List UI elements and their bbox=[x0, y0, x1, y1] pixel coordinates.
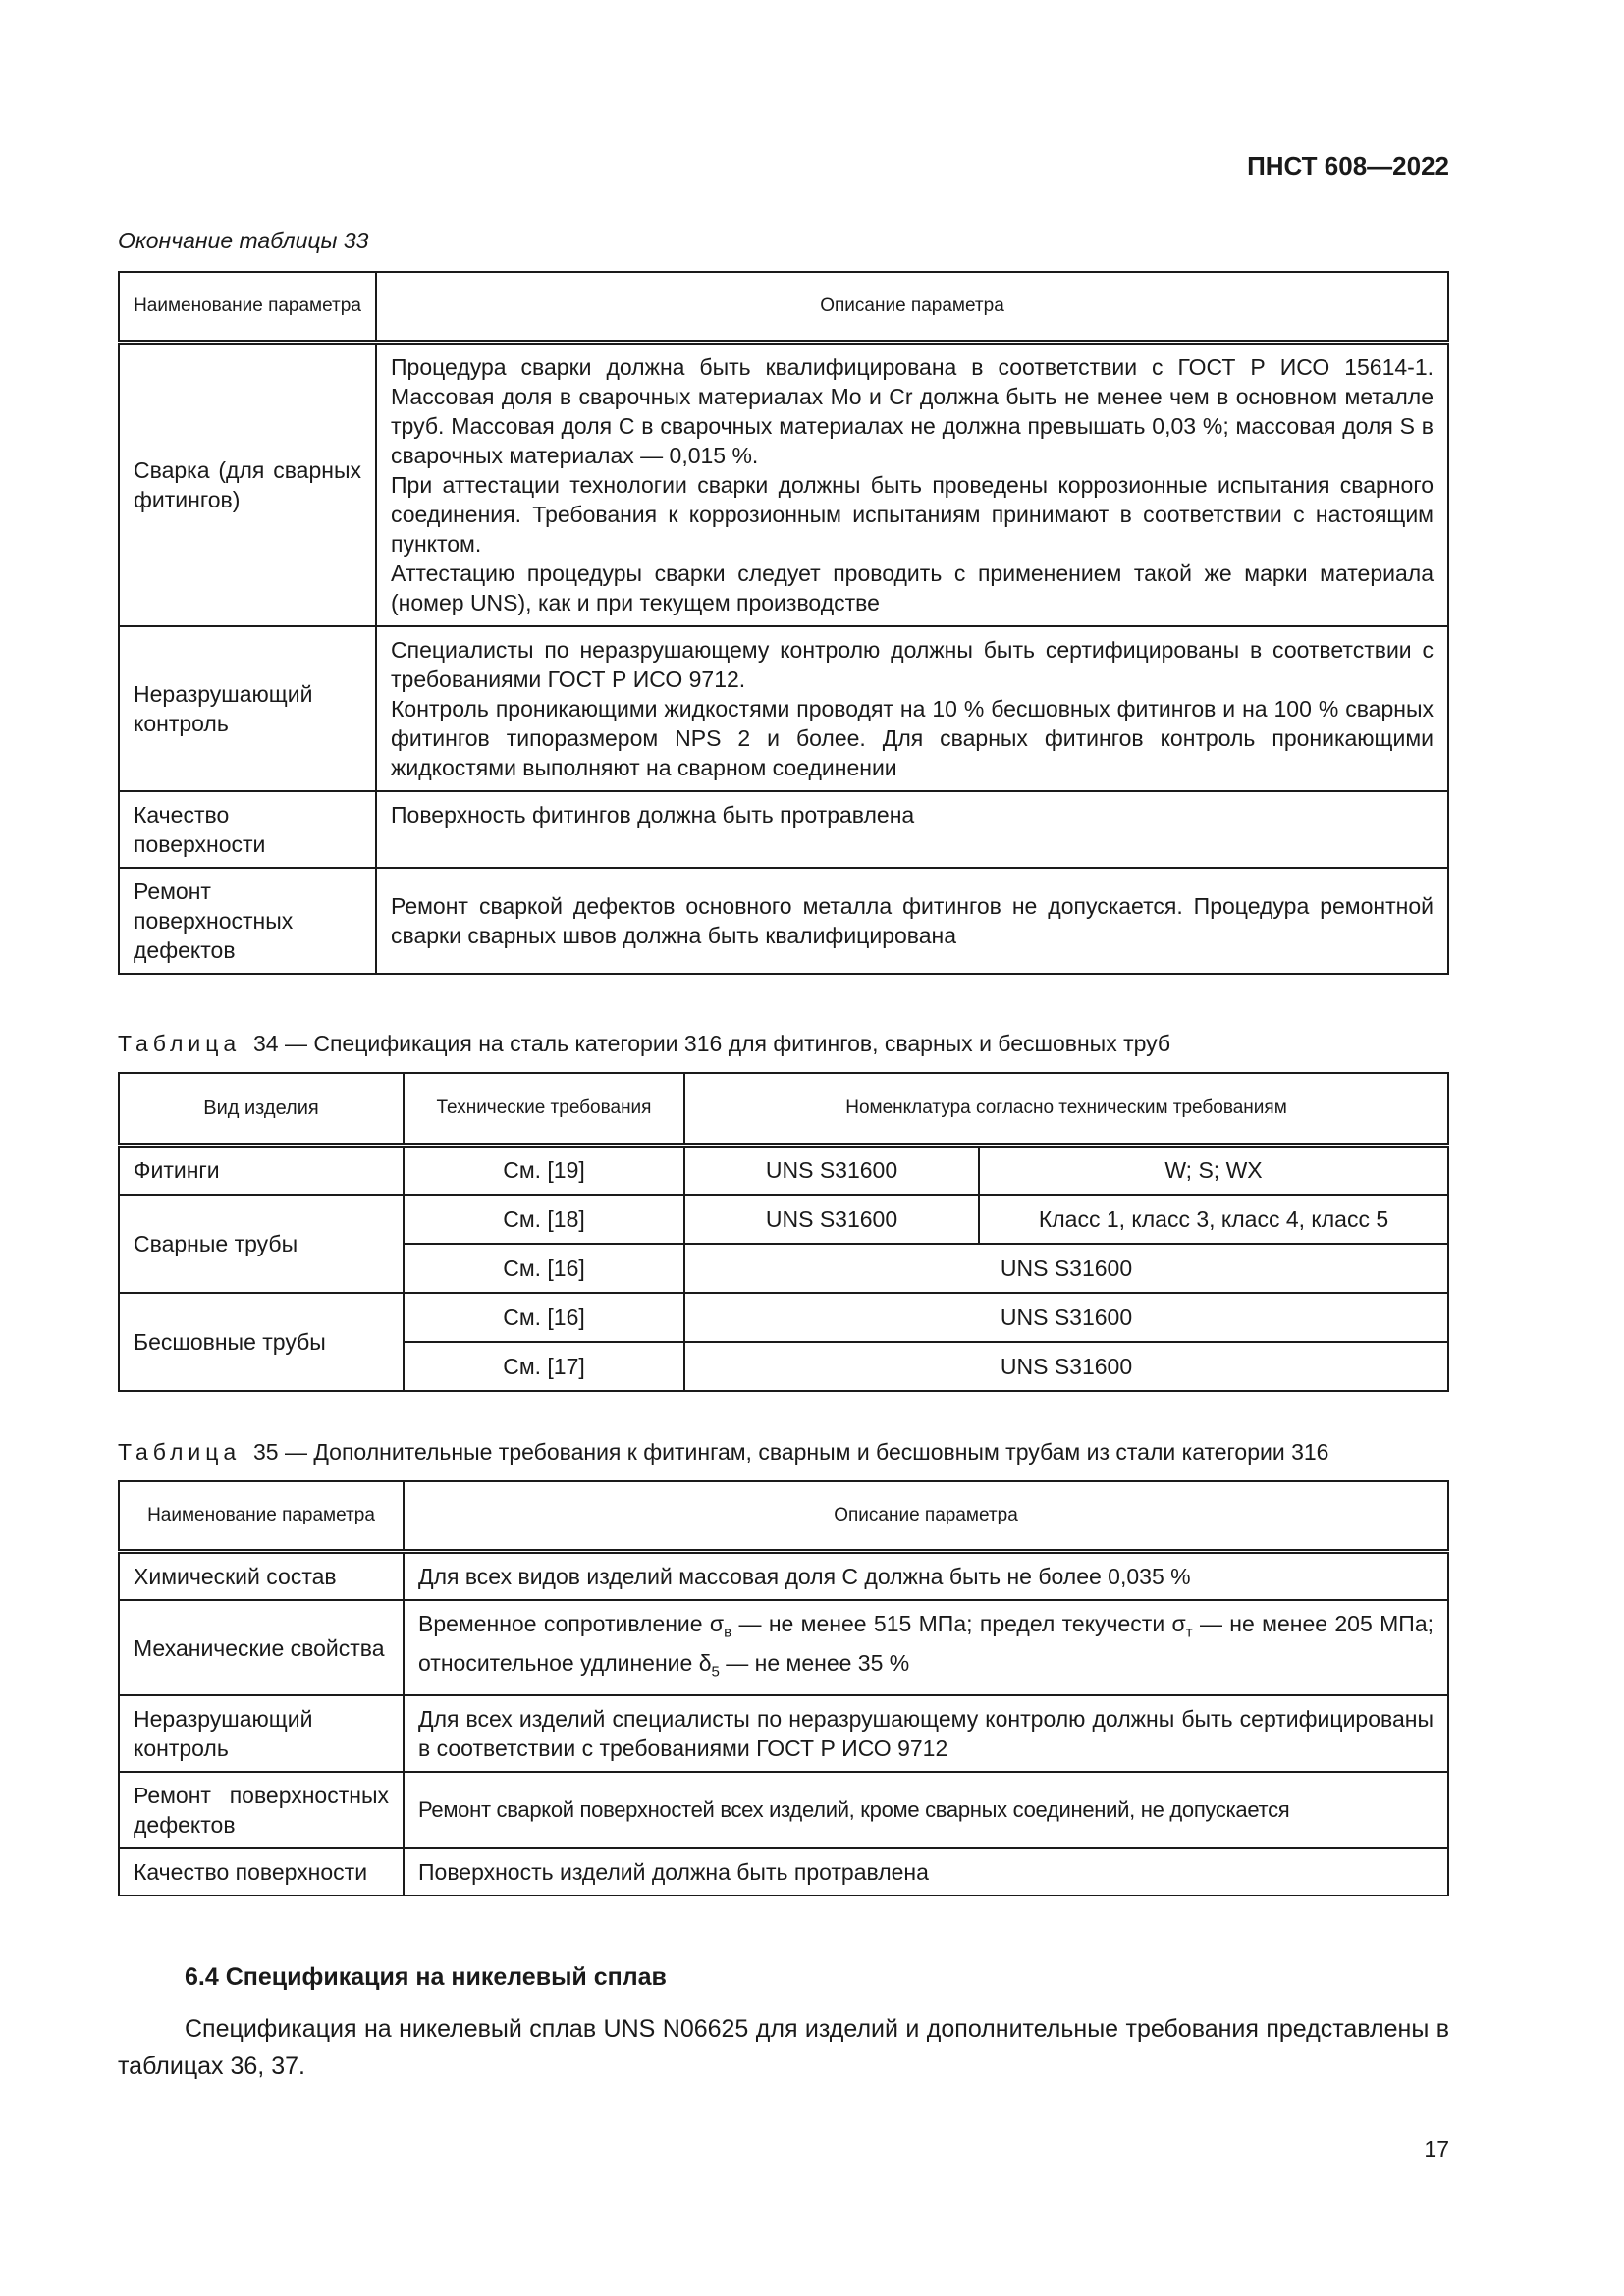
product-type: Фитинги bbox=[119, 1146, 404, 1195]
table-33-continuation-caption: Окончание таблицы 33 bbox=[118, 228, 369, 253]
column-header-parameter-name: Наименование параметра bbox=[119, 272, 376, 343]
parameter-description: Поверхность фитингов должна быть протравлена bbox=[376, 791, 1448, 868]
table-title: 35 — Дополнительные требования к фитингам, сварным и бесшовным трубам из стали категории 316 bbox=[252, 1439, 1329, 1465]
table-header-row bbox=[119, 1073, 1448, 1146]
parameter-description: Для всех видов изделий массовая доля С должна быть не более 0,035 % bbox=[404, 1552, 1448, 1601]
uns-number: UNS S31600 bbox=[684, 1244, 1448, 1293]
column-header-technical-requirements: Технические требования bbox=[404, 1073, 684, 1146]
text-segment: Временное сопротивление σ bbox=[418, 1611, 725, 1636]
table-row bbox=[119, 1552, 1448, 1601]
grade: W; S; WX bbox=[979, 1146, 1448, 1195]
table-row bbox=[119, 1772, 1448, 1848]
parameter-name: Ремонт поверхностных дефектов bbox=[119, 868, 376, 974]
parameter-name: Сварка (для сварных фитингов) bbox=[119, 343, 376, 627]
parameter-description: Для всех изделий специалисты по неразрушающему контролю должны быть сертифицированы в соответствии с требованиями ГОСТ Р ИСО 9712 bbox=[404, 1695, 1448, 1772]
table-33 bbox=[118, 271, 1449, 975]
table-row bbox=[119, 868, 1448, 974]
technical-requirement-ref: См. [18] bbox=[404, 1195, 684, 1244]
parameter-name: Механические свойства bbox=[119, 1600, 404, 1695]
table-header-row bbox=[119, 1481, 1448, 1552]
table-row bbox=[119, 1146, 1448, 1195]
column-header-product-type: Вид изделия bbox=[119, 1073, 404, 1146]
table-35-caption bbox=[118, 1439, 1328, 1466]
product-type: Бесшовные трубы bbox=[119, 1293, 404, 1391]
page-number: 17 bbox=[1424, 2136, 1449, 2162]
uns-number: UNS S31600 bbox=[684, 1146, 979, 1195]
table-34-caption bbox=[118, 1031, 1170, 1057]
section-heading: 6.4 Спецификация на никелевый сплав bbox=[185, 1963, 667, 1991]
table-row bbox=[119, 626, 1448, 791]
subscript: т bbox=[1185, 1624, 1193, 1641]
column-header-parameter-name: Наименование параметра bbox=[119, 1481, 404, 1552]
parameter-description: Ремонт сваркой поверхностей всех изделий, кроме сварных соединений, не допускается bbox=[404, 1772, 1448, 1848]
table-title: 34 — Спецификация на сталь категории 316 для фитингов, сварных и бесшовных труб bbox=[252, 1031, 1171, 1056]
parameter-description: Поверхность изделий должна быть протравлена bbox=[404, 1848, 1448, 1896]
table-row bbox=[119, 1600, 1448, 1695]
parameter-name: Ремонт поверхностных дефектов bbox=[119, 1772, 404, 1848]
table-row bbox=[119, 1695, 1448, 1772]
column-header-nomenclature: Номенклатура согласно техническим требованиям bbox=[684, 1073, 1448, 1146]
table-label: Таблица bbox=[118, 1439, 242, 1465]
uns-number: UNS S31600 bbox=[684, 1293, 1448, 1342]
table-35 bbox=[118, 1480, 1449, 1896]
document-code: ПНСТ 608—2022 bbox=[1247, 151, 1449, 181]
parameter-description bbox=[404, 1600, 1448, 1695]
parameter-name: Неразрушающий контроль bbox=[119, 1695, 404, 1772]
text-segment: — не менее 205 МПа; относительное удлинение δ bbox=[418, 1611, 1434, 1676]
product-type: Сварные трубы bbox=[119, 1195, 404, 1293]
table-row bbox=[119, 1293, 1448, 1342]
technical-requirement-ref: См. [16] bbox=[404, 1244, 684, 1293]
parameter-description: Специалисты по неразрушающему контролю должны быть сертифицированы в соответствии с требованиями ГОСТ Р ИСО 9712. Контроль проникающими жидкостями проводят на 10 % бесшовных фитингов и на 100 % сварных фитингов типоразмером NPS 2 и более. Для сварных фитингов контроль проникающими жидкостями выполняют на сварном соединении bbox=[376, 626, 1448, 791]
uns-number: UNS S31600 bbox=[684, 1195, 979, 1244]
uns-number: UNS S31600 bbox=[684, 1342, 1448, 1391]
parameter-name: Качество поверхности bbox=[119, 791, 376, 868]
subscript: 5 bbox=[711, 1663, 720, 1681]
technical-requirement-ref: См. [16] bbox=[404, 1293, 684, 1342]
parameter-name: Неразрушающий контроль bbox=[119, 626, 376, 791]
table-label: Таблица bbox=[118, 1031, 242, 1056]
table-row bbox=[119, 1848, 1448, 1896]
parameter-name: Качество поверхности bbox=[119, 1848, 404, 1896]
table-34 bbox=[118, 1072, 1449, 1392]
text-segment: — не менее 35 % bbox=[719, 1649, 910, 1676]
parameter-description: Ремонт сваркой дефектов основного металла фитингов не допускается. Процедура ремонтной сварки сварных швов должна быть квалифицирована bbox=[376, 868, 1448, 974]
table-row bbox=[119, 791, 1448, 868]
parameter-description: Процедура сварки должна быть квалифицирована в соответствии с ГОСТ Р ИСО 15614-1. Массовая доля в сварочных материалах Mo и Cr должна быть не менее чем в основном металле труб. Массовая доля С в сварочных материалах не должна превышать 0,03 %; массовая доля S в сварочных материалах — 0,015 %. При аттестации технологии сварки должны быть проведены коррозионные испытания сварного соединения. Требования к коррозионным испытаниям принимают в соответствии с настоящим пунктом. Аттестацию процедуры сварки следует проводить с применением такой же марки материала (номер UNS), как и при текущем производстве bbox=[376, 343, 1448, 627]
table-row bbox=[119, 1195, 1448, 1244]
table-header-row bbox=[119, 272, 1448, 343]
section-paragraph bbox=[118, 2010, 1449, 2085]
text-segment: — не менее 515 МПа; предел текучести σ bbox=[731, 1611, 1186, 1636]
technical-requirement-ref: См. [17] bbox=[404, 1342, 684, 1391]
technical-requirement-ref: См. [19] bbox=[404, 1146, 684, 1195]
table-row bbox=[119, 343, 1448, 627]
grade: Класс 1, класс 3, класс 4, класс 5 bbox=[979, 1195, 1448, 1244]
parameter-name: Химический состав bbox=[119, 1552, 404, 1601]
subscript: в bbox=[724, 1624, 732, 1641]
column-header-parameter-description: Описание параметра bbox=[404, 1481, 1448, 1552]
column-header-parameter-description: Описание параметра bbox=[376, 272, 1448, 343]
paragraph-text: Спецификация на никелевый сплав UNS N06625 для изделий и дополнительные требования представлены в таблицах 36, 37. bbox=[118, 2015, 1449, 2080]
